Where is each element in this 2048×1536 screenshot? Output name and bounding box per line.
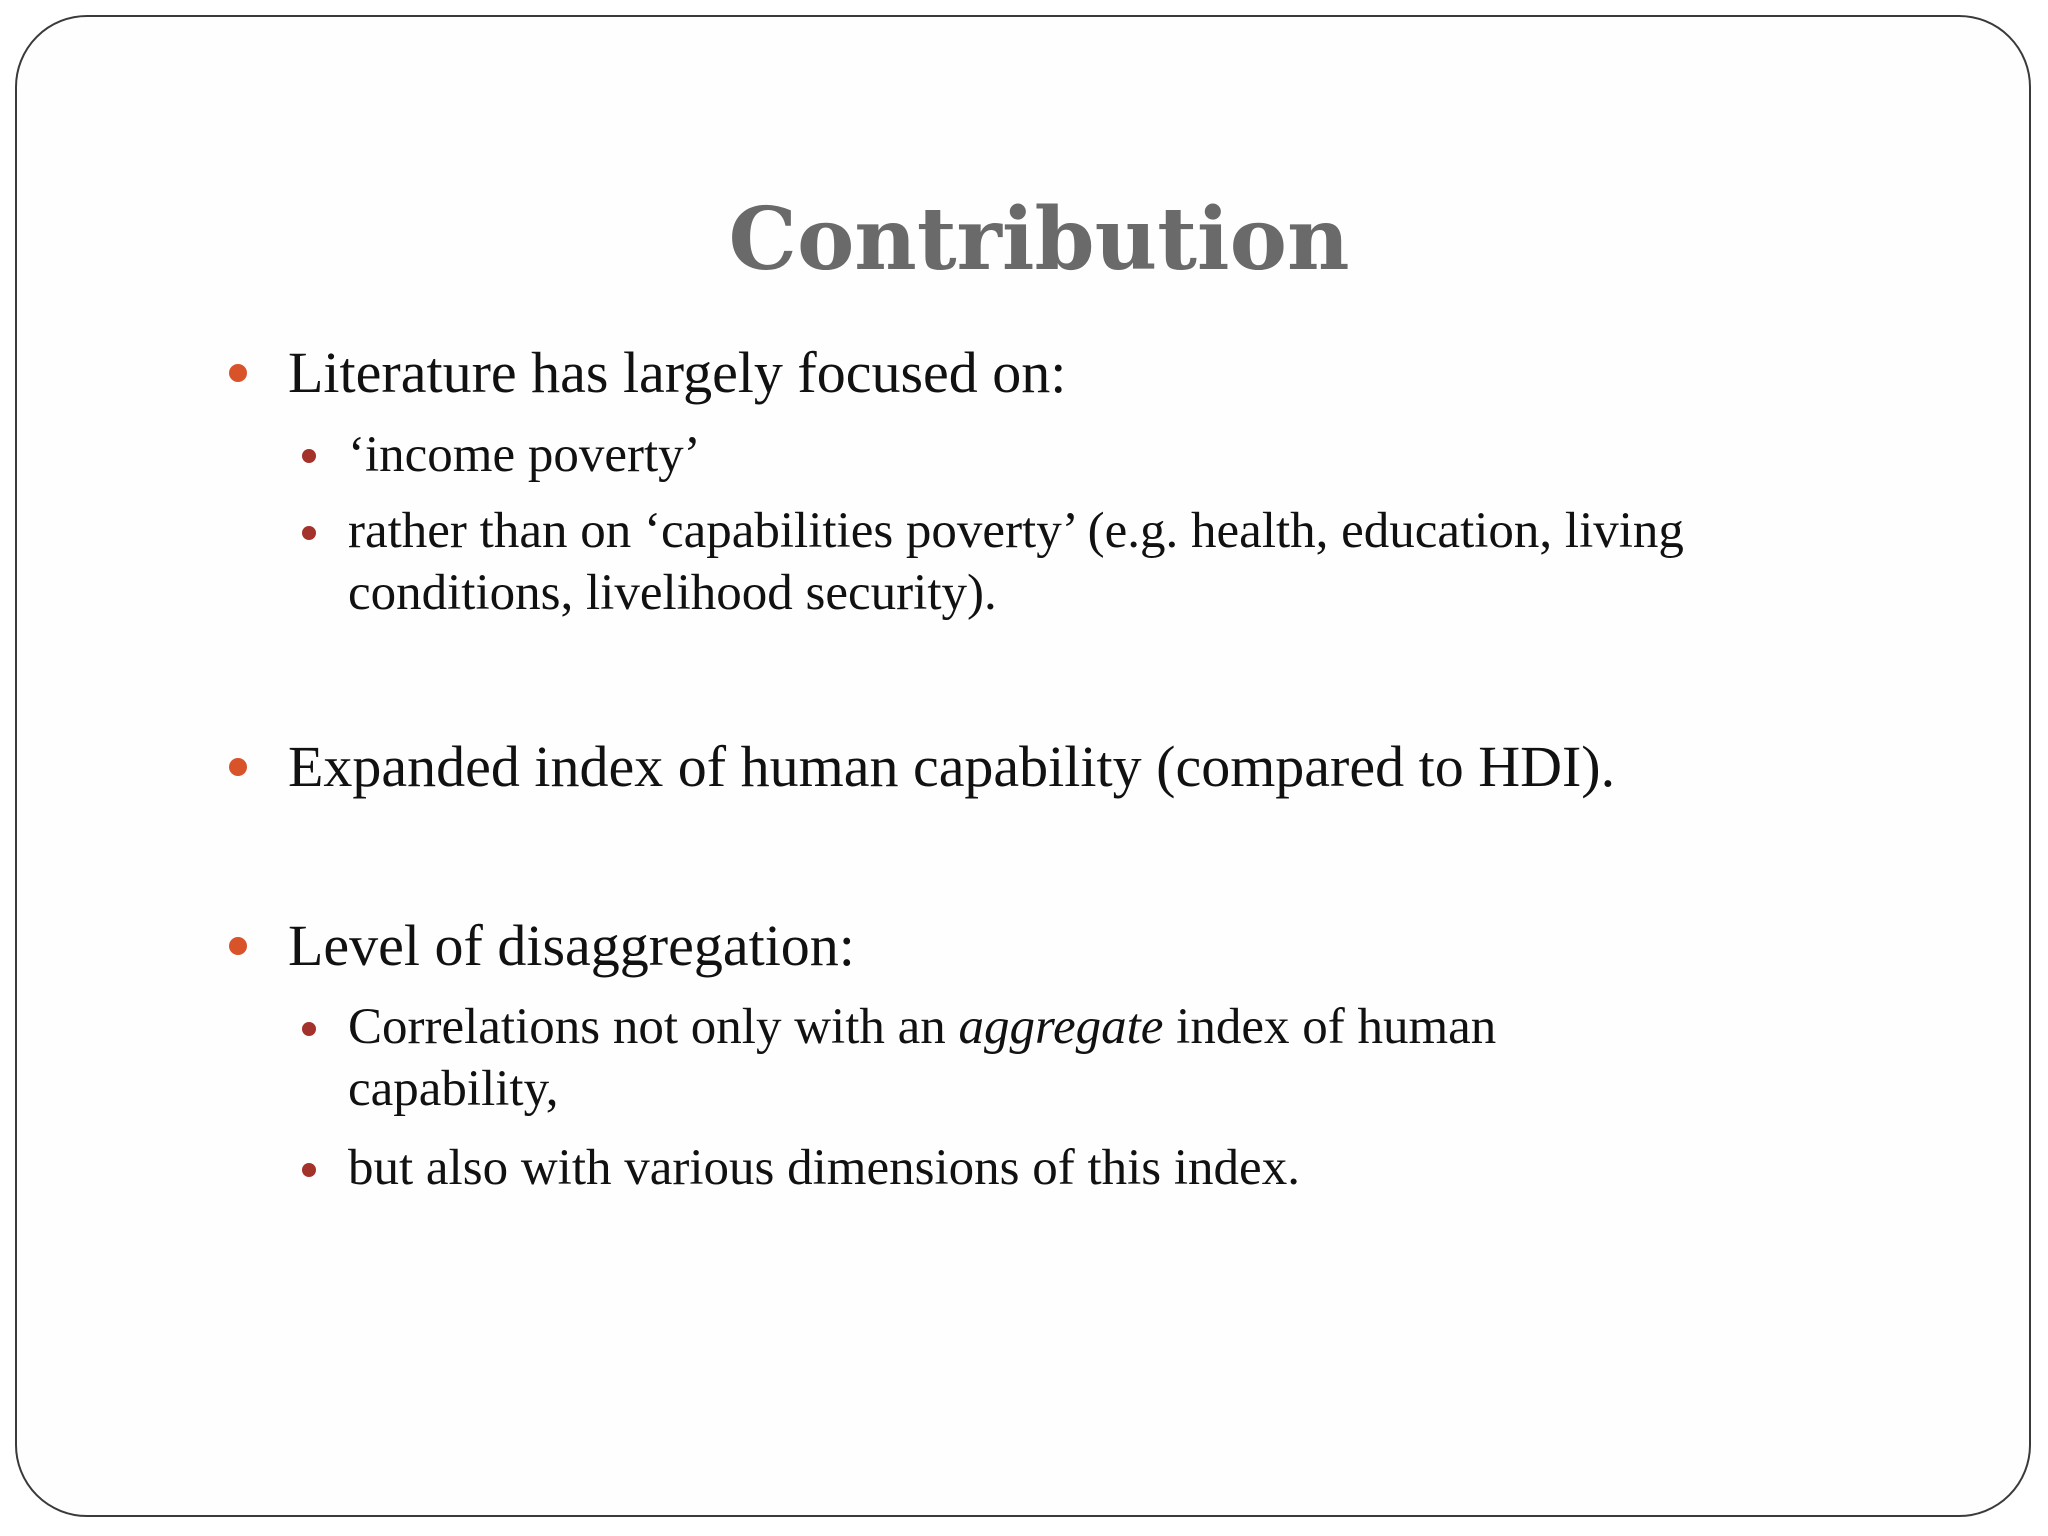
sub-bullet-dot-icon: [302, 1022, 316, 1036]
bullet-disaggregation: Level of disaggregation:: [288, 913, 855, 978]
bullet-dot-icon: [229, 758, 247, 776]
emphasis-aggregate: aggregate: [958, 999, 1164, 1055]
slide-title: Contribution: [728, 189, 1350, 290]
sub-bullet-correlations: [348, 996, 1496, 1120]
sub-bullet-dimensions: but also with various dimensions of this index.: [348, 1140, 1300, 1196]
sub-bullet-line: capability,: [348, 1061, 559, 1117]
sub-bullet-dot-icon: [302, 1163, 316, 1177]
bullet-expanded-index: Expanded index of human capability (compared to HDI).: [288, 734, 1616, 799]
text-run: Correlations not only with an: [348, 999, 959, 1055]
bullet-literature-focus: Literature has largely focused on:: [288, 340, 1067, 405]
sub-bullet-income-poverty: ‘income poverty’: [348, 427, 701, 483]
sub-bullet-line: [348, 996, 1496, 1058]
bullet-dot-icon: [229, 364, 247, 382]
sub-bullet-dot-icon: [302, 526, 316, 540]
bullet-dot-icon: [229, 937, 247, 955]
sub-bullet-line: conditions, livelihood security).: [348, 565, 997, 621]
text-run: index of human: [1163, 999, 1497, 1055]
sub-bullet-line: rather than on ‘capabilities poverty’ (e.g. health, education, living: [348, 503, 1684, 559]
sub-bullet-dot-icon: [302, 449, 316, 463]
sub-bullet-capabilities-poverty: [348, 500, 1684, 624]
